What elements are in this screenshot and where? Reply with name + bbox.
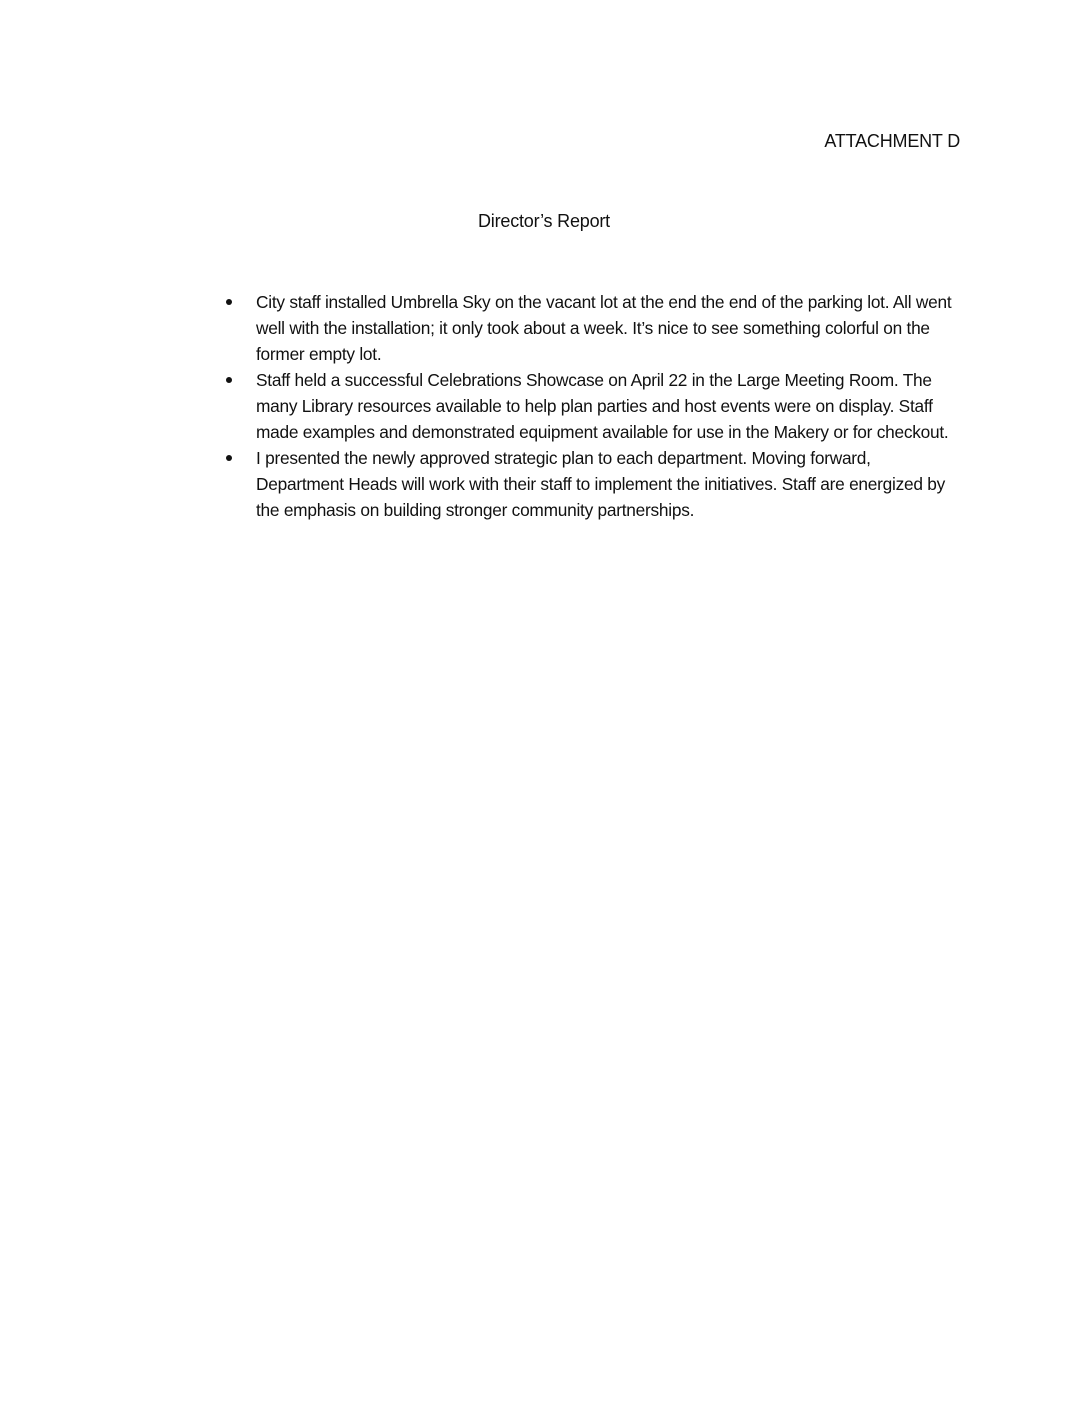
list-item-text: I presented the newly approved strategic plan to each department. Moving forward, Department Heads will work with their staff to implement the initiatives. Staff are energized by the emphasis on building stronger community partnerships. bbox=[256, 448, 946, 520]
list-item-text: City staff installed Umbrella Sky on the vacant lot at the end the end of the parking lot. All went well with the installation; it only took about a week. It’s nice to see something colorful on the former empty lot. bbox=[256, 292, 952, 364]
attachment-label: ATTACHMENT D bbox=[824, 131, 960, 151]
list-item-text: Staff held a successful Celebrations Showcase on April 22 in the Large Meeting Room. The many Library resources available to help plan parties and host events were on display. Staff made examples and demonstrated equipment available for use in the Makery or for checkout. bbox=[256, 370, 949, 442]
bullet-icon bbox=[226, 377, 232, 383]
list-item bbox=[222, 445, 952, 523]
list-item bbox=[222, 289, 952, 367]
report-bullet-list bbox=[222, 289, 952, 523]
list-item bbox=[222, 367, 952, 445]
bullet-icon bbox=[226, 299, 232, 305]
page-title: Director’s Report bbox=[478, 211, 610, 231]
bullet-icon bbox=[226, 455, 232, 461]
